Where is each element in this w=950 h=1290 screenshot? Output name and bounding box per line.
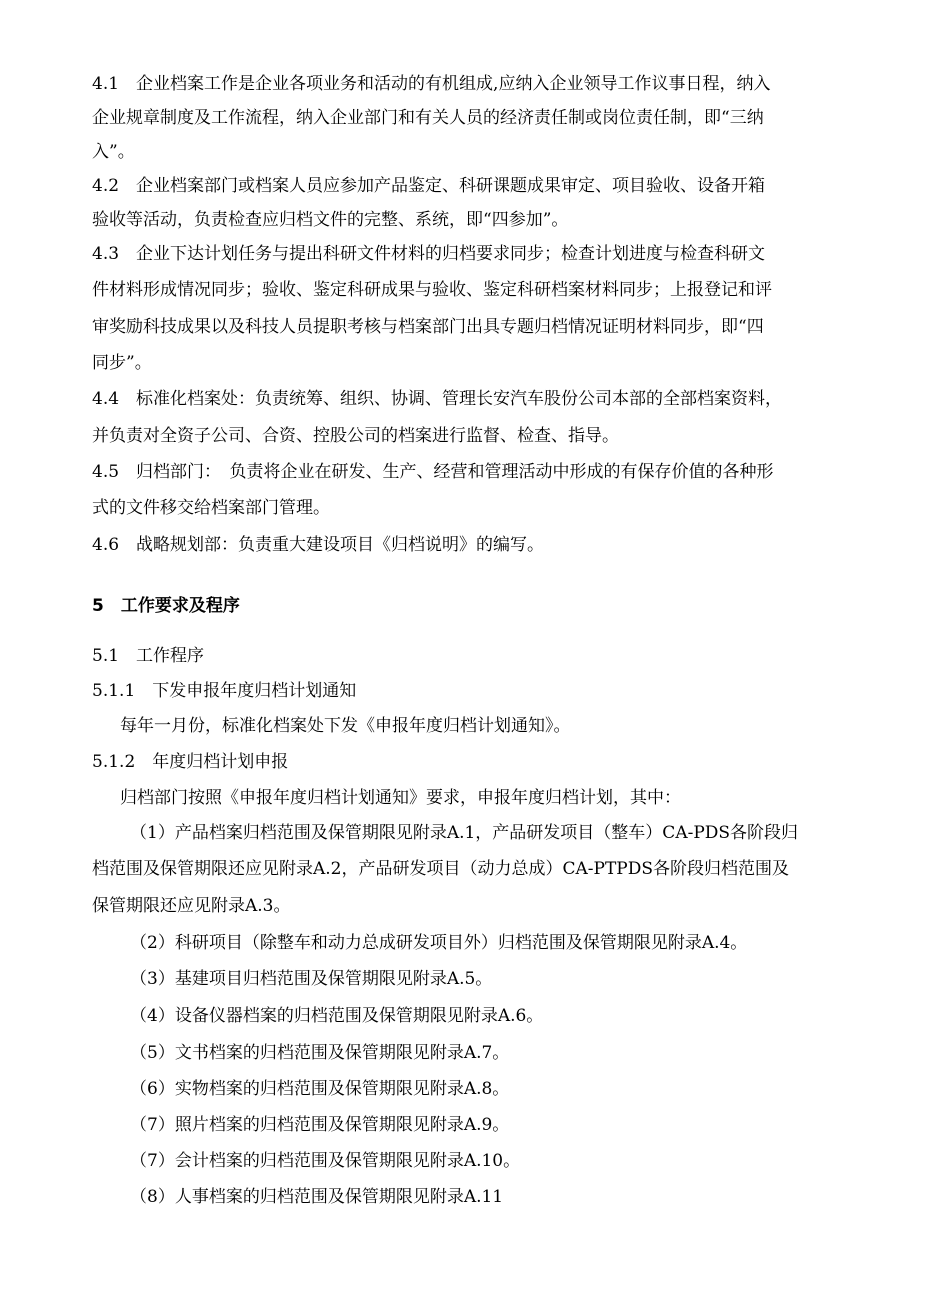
para-4-2-line-1: 4.2 企业档案部门或档案人员应参加产品鉴定、科研课题成果审定、项目验收、设备开箱 (92, 176, 766, 196)
list-item-1-line-1: （1）产品档案归档范围及保管期限见附录A.1，产品研发项目（整车）CA-PDS各阶段归 (130, 823, 799, 843)
subsection-5-1-2-body: 归档部门按照《申报年度归档计划通知》要求，申报年度归档计划，其中： (120, 788, 681, 808)
para-4-5-line-2: 式的文件移交给档案部门管理。 (92, 498, 330, 518)
list-item-1-line-3: 保管期限还应见附录A.3。 (92, 896, 291, 916)
para-4-5-line-1: 4.5 归档部门： 负责将企业在研发、生产、经营和管理活动中形成的有保存价值的各种形 (92, 462, 774, 482)
para-4-1-line-3: 入”。 (92, 142, 135, 162)
para-4-4-line-2: 并负责对全资子公司、合资、控股公司的档案进行监督、检查、指导。 (92, 426, 619, 446)
para-4-3-line-3: 审奖励科技成果以及科技人员提职考核与档案部门出具专题归档情况证明材料同步，即“四 (92, 317, 764, 337)
list-item-1-line-2: 档范围及保管期限还应见附录A.2，产品研发项目（动力总成）CA-PTPDS各阶段归档范围及 (92, 859, 790, 879)
list-item-5: （5）文书档案的归档范围及保管期限见附录A.7。 (130, 1043, 510, 1063)
list-item-6: （6）实物档案的归档范围及保管期限见附录A.8。 (130, 1079, 510, 1099)
para-4-3-line-4: 同步”。 (92, 353, 152, 373)
list-item-3: （3）基建项目归档范围及保管期限见附录A.5。 (130, 969, 493, 989)
subsection-5-1-title: 5.1 工作程序 (92, 646, 205, 666)
list-item-4: （4）设备仪器档案的归档范围及保管期限见附录A.6。 (130, 1006, 544, 1026)
list-item-9: （8）人事档案的归档范围及保管期限见附录A.11 (130, 1187, 504, 1207)
subsection-5-1-2-title: 5.1.2 年度归档计划申报 (92, 752, 289, 772)
para-4-6-line-1: 4.6 战略规划部：负责重大建设项目《归档说明》的编写。 (92, 535, 545, 555)
list-item-7: （7）照片档案的归档范围及保管期限见附录A.9。 (130, 1115, 510, 1135)
section-5-heading: 5 工作要求及程序 (92, 596, 240, 616)
list-item-2: （2）科研项目（除整车和动力总成研发项目外）归档范围及保管期限见附录A.4。 (130, 933, 748, 953)
para-4-3-line-2: 件材料形成情况同步；验收、鉴定科研成果与验收、鉴定科研档案材料同步；上报登记和评 (92, 280, 772, 300)
para-4-2-line-2: 验收等活动，负责检查应归档文件的完整、系统，即“四参加”。 (92, 210, 569, 230)
para-4-4-line-1: 4.4 标准化档案处：负责统筹、组织、协调、管理长安汽车股份公司本部的全部档案资料， (92, 389, 783, 409)
list-item-8: （7）会计档案的归档范围及保管期限见附录A.10。 (130, 1151, 521, 1171)
subsection-5-1-1-title: 5.1.1 下发申报年度归档计划通知 (92, 681, 357, 701)
para-4-1-line-1: 4.1 企业档案工作是企业各项业务和活动的有机组成,应纳入企业领导工作议事日程，纳入 (92, 74, 771, 94)
para-4-3-line-1: 4.3 企业下达计划任务与提出科研文件材料的归档要求同步；检查计划进度与检查科研文 (92, 244, 766, 264)
para-4-1-line-2: 企业规章制度及工作流程，纳入企业部门和有关人员的经济责任制或岗位责任制，即“三纳 (92, 108, 764, 128)
subsection-5-1-1-body: 每年一月份，标准化档案处下发《申报年度归档计划通知》。 (120, 716, 571, 736)
